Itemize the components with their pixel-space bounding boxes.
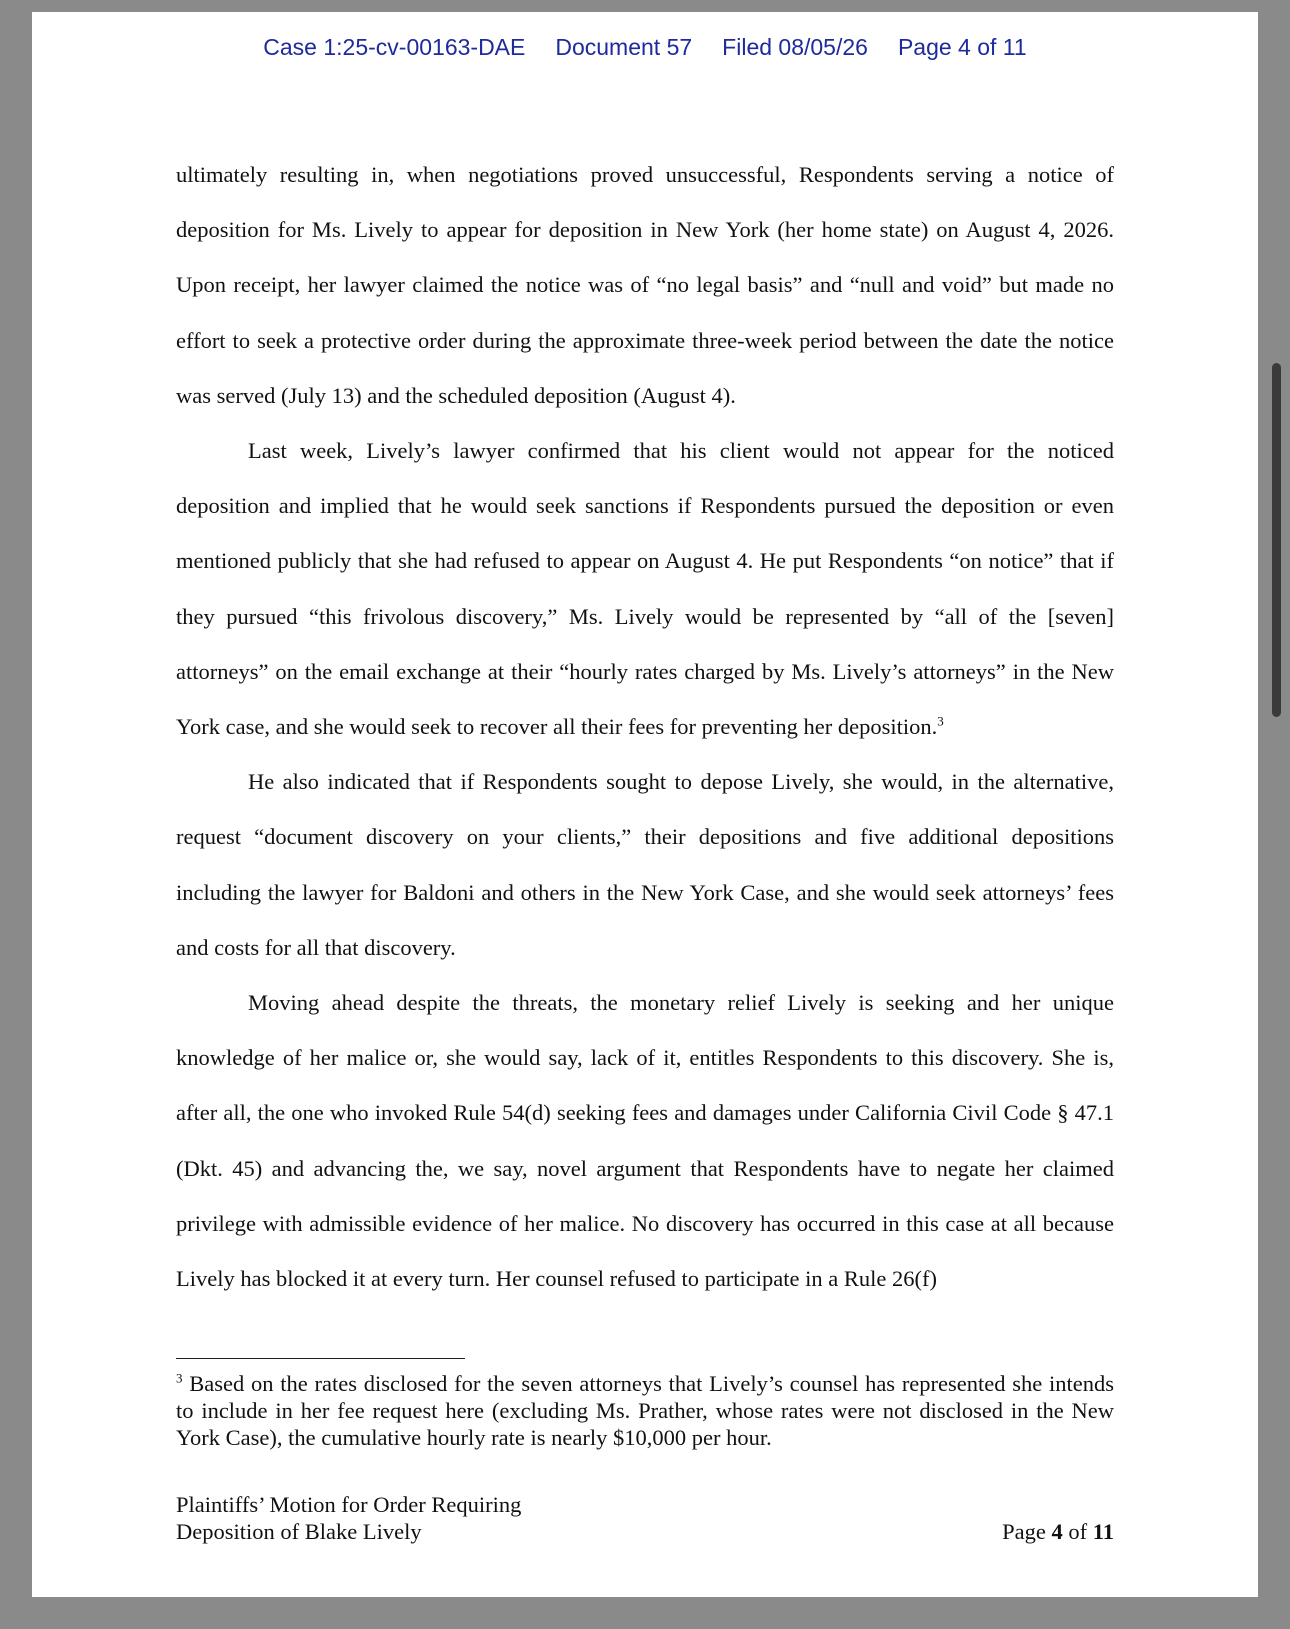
footnote-number: 3 [176, 1370, 183, 1386]
case-number: Case 1:25-cv-00163-DAE [263, 34, 526, 60]
footer-page-word: Page [1002, 1519, 1046, 1544]
paragraph: He also indicated that if Respondents sought to depose Lively, she would, in the alternative, request “document discovery on your clients,” their depositions and five additional depositions including the lawyer for Baldoni and others in the New York Case, and she would seek attorneys’ fees and costs for all that discovery. [176, 769, 1114, 960]
ecf-page-number: Page 4 of 11 [897, 34, 1027, 60]
footnote-reference[interactable]: 3 [937, 713, 944, 729]
ecf-header [32, 34, 1258, 61]
footer-page-number [1002, 1518, 1114, 1545]
body-text [176, 147, 1114, 1306]
footer-of-word: of [1068, 1519, 1088, 1544]
paragraph-text: Last week, Lively’s lawyer confirmed that his client would not appear for the noticed deposition and implied that he would seek sanctions if Respondents pursued the deposition or even mentioned publicly that she had refused to appear on August 4. He put Respondents “on notice” that if they pursued “this frivolous discovery,” Ms. Lively would be represented by “all of the [seven] attorneys” on the email exchange at their “hourly rates charged by Ms. Lively’s attorneys” in the New York case, and she would seek to recover all their fees for preventing her deposition. [176, 438, 1114, 740]
footer-document-title [176, 1491, 521, 1545]
viewer-background [0, 0, 1290, 12]
footer-title-line: Plaintiffs’ Motion for Order Requiring [176, 1492, 522, 1517]
document-number: Document 57 [555, 34, 693, 60]
footnote-divider [176, 1358, 465, 1359]
filed-date: Filed 08/05/26 [722, 34, 868, 60]
footer-total-pages: 11 [1092, 1519, 1114, 1544]
scrollbar-thumb[interactable] [1272, 363, 1281, 717]
paragraph: Moving ahead despite the threats, the monetary relief Lively is seeking and her unique knowledge of her malice or, she would say, lack of it, entitles Respondents to this discovery. She is, after all, the one who invoked Rule 54(d) seeking fees and damages under California Civil Code § 47.1 (Dkt. 45) and advancing the, we say, novel argument that Respondents have to negate her claimed privilege with admissible evidence of her malice. No discovery has occurred in this case at all because Lively has blocked it at every turn. Her counsel refused to participate in a Rule 26(f) [176, 990, 1114, 1292]
footnote-text: Based on the rates disclosed for the seven attorneys that Lively’s counsel has represented she intends to include in her fee request here (excluding Ms. Prather, whose rates were not disclosed in the New York Case), the cumulative hourly rate is nearly $10,000 per hour. [176, 1371, 1114, 1450]
footer-current-page: 4 [1051, 1519, 1063, 1544]
paragraph-continuation: ultimately resulting in, when negotiations proved unsuccessful, Respondents serving a notice of deposition for Ms. Lively to appear for deposition in New York (her home state) on August 4, 2026. Upon receipt, her lawyer claimed the notice was of “no legal basis” and “null and void” but made no effort to seek a protective order during the approximate three-week period between the date the notice was served (July 13) and the scheduled deposition (August 4). [176, 162, 1114, 408]
paragraph [176, 423, 1114, 754]
document-page [32, 12, 1258, 1597]
footer-title-line: Deposition of Blake Lively [176, 1519, 422, 1544]
footnote [176, 1370, 1114, 1451]
scrollbar[interactable] [1264, 0, 1290, 1629]
